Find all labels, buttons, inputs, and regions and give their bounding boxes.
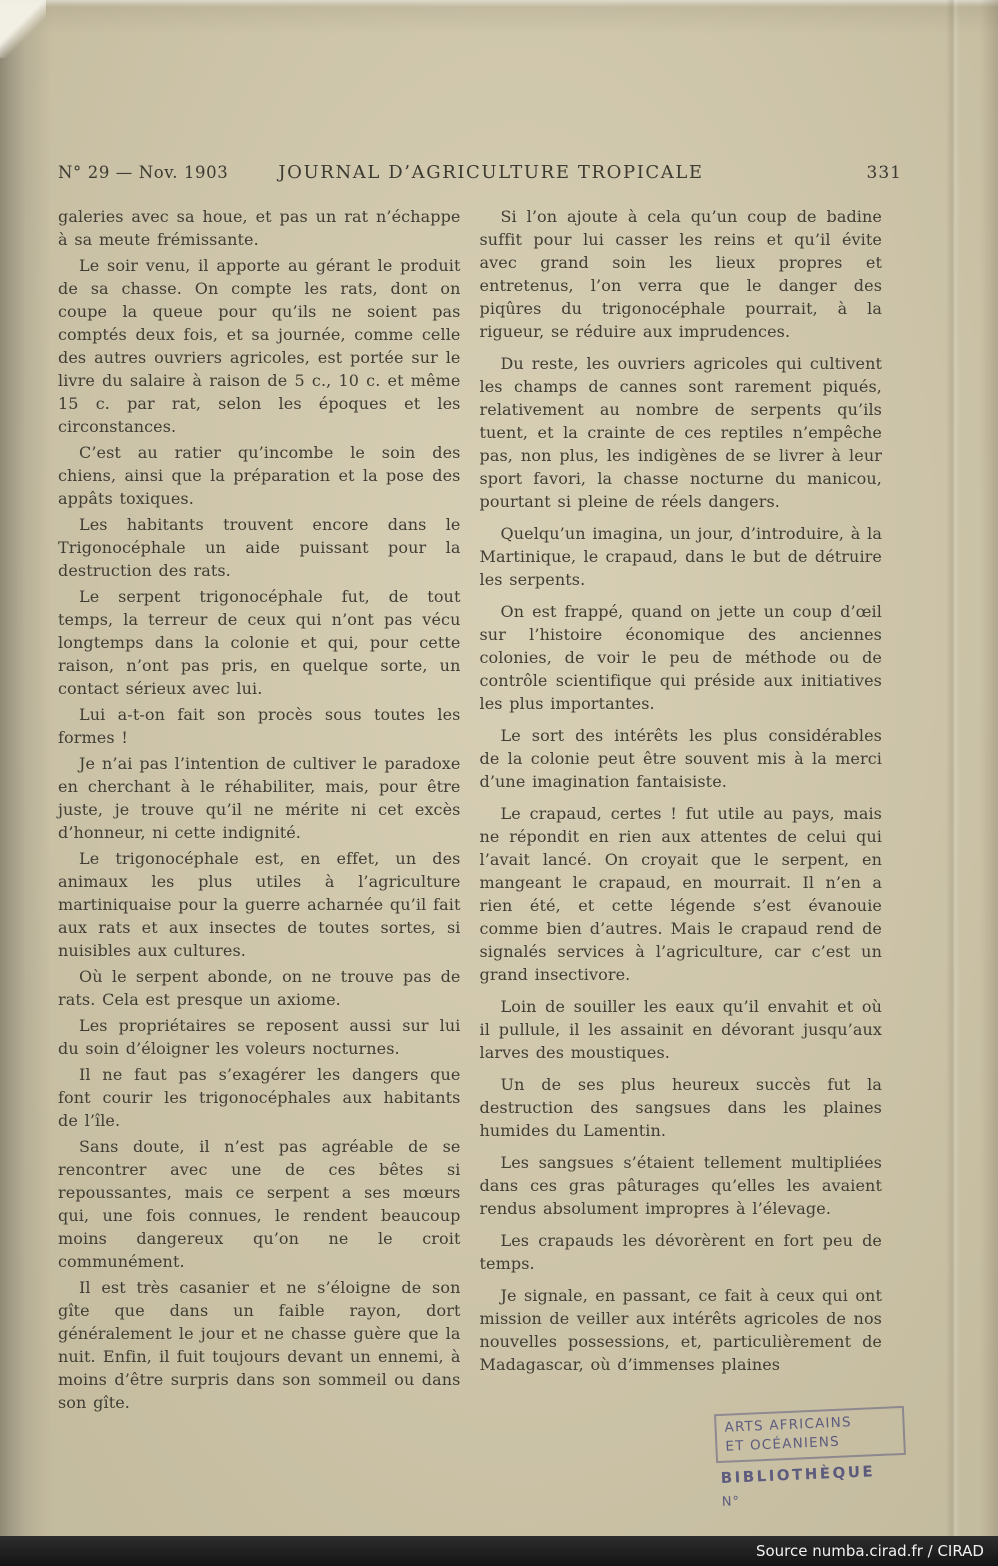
- paragraph: Le sort des intérêts les plus considérables de la colonie peut être souvent mis à la merci d’une imagination fantaisiste.: [479, 726, 882, 791]
- paragraph: Je signale, en passant, ce fait à ceux qui ont mission de veiller aux intérêts agricoles de nos nouvelles possessions, et, particulièrement de Madagascar, où d’immenses plaines: [479, 1286, 882, 1374]
- paragraph: Les sangsues s’étaient tellement multipliées dans ces gras pâturages qu’elles les avaient rendus absolument impropres à l’élevage.: [479, 1153, 882, 1218]
- stamp-line-2: ET OCÉANIENS: [725, 1433, 841, 1455]
- paragraph: On est frappé, quand on jette un coup d’œil sur l’histoire économique des anciennes colonies, de voir le peu de méthode ou de contrôle scientifique qui préside aux initiatives les plus importantes.: [479, 602, 882, 713]
- right-column: [480, 205, 883, 1417]
- paragraph: Le soir venu, il apporte au gérant le produit de sa chasse. On compte les rats, dont on coupe la queue pour qu’ils ne soient pas comptés deux fois, et sa journée, comme celle des autres ouvriers agricoles, est portée sur le livre du salaire à raison de 5 c., 10 c. et même 15 c. par rat, selon les époques et les circonstances.: [58, 256, 461, 436]
- stamp-box: [714, 1406, 906, 1463]
- page-header: [58, 162, 902, 183]
- journal-title: JOURNAL D’AGRICULTURE TROPICALE: [278, 162, 704, 183]
- paragraph: Les crapauds les dévorèrent en fort peu de temps.: [479, 1231, 882, 1273]
- paragraph: Du reste, les ouvriers agricoles qui cultivent les champs de cannes sont rarement piqués, relativement au nombre de serpents qu’ils tuent, et la crainte de ces reptiles n’empêche pas, non plus, les indigènes de se livrer à leur sport favori, la chasse nocturne du manicou, pourtant si pleine de réels dangers.: [479, 354, 882, 511]
- paragraph: Un de ses plus heureux succès fut la destruction des sangsues dans les plaines humides du Lamentin.: [479, 1075, 882, 1140]
- source-label: Source numba.cirad.fr / CIRAD: [755, 1542, 984, 1560]
- paragraph: Si l’on ajoute à cela qu’un coup de badine suffit pour lui casser les reins et qu’il évite avec grand soin les lieux propres et entretenus, l’on verra que le danger des piqûres du trigonocéphale pourrait, à la rigueur, se réduire aux imprudences.: [479, 207, 882, 341]
- paragraph: Le serpent trigonocéphale fut, de tout temps, la terreur de ceux qui n’ont pas vécu longtemps dans la colonie et qui, pour cette raison, n’ont pas pris, en quelque sorte, un contact sérieux avec lui.: [58, 587, 461, 698]
- paragraph: galeries avec sa houe, et pas un rat n’échappe à sa meute frémissante.: [58, 207, 461, 249]
- paragraph: Lui a-t-on fait son procès sous toutes les formes !: [58, 705, 461, 747]
- paragraph: C’est au ratier qu’incombe le soin des chiens, ainsi que la préparation et la pose des appâts toxiques.: [58, 443, 461, 508]
- paragraph: Il ne faut pas s’exagérer les dangers que font courir les trigonocéphales aux habitants de l’île.: [58, 1065, 461, 1130]
- scan-top-left-corner: [0, 0, 46, 58]
- paragraph: Les habitants trouvent encore dans le Trigonocéphale un aide puissant pour la destruction des rats.: [58, 515, 461, 580]
- paragraph: Les propriétaires se reposent aussi sur lui du soin d’éloigner les voleurs nocturnes.: [58, 1016, 461, 1058]
- scan-left-edge-shadow: [0, 0, 52, 1536]
- scan-right-edge-shadow: [980, 0, 998, 1536]
- paragraph: Le crapaud, certes ! fut utile au pays, mais ne répondit en rien aux attentes de celui qui l’avait lancé. On croyait que le serpent, en mangeant le crapaud, en mourrait. Il n’en a rien été, et cette légende s’est évanouie comme bien d’autres. Mais le crapaud rend de signalés services à l’agriculture, car c’est un grand insectivore.: [479, 804, 882, 984]
- source-bar: [0, 1536, 998, 1566]
- left-column: [58, 205, 461, 1417]
- paragraph: Loin de souiller les eaux qu’il envahit et où il pullule, il les assainit en dévorant jusqu’aux larves des moustiques.: [479, 997, 882, 1062]
- paragraph: Où le serpent abonde, on ne trouve pas de rats. Cela est presque un axiome.: [58, 967, 461, 1009]
- article-body: [58, 205, 882, 1417]
- stamp-line-3: BIBLIOTHÈQUE: [720, 1462, 876, 1487]
- stamp-line-4: N°: [721, 1494, 741, 1510]
- scan-top-edge: [0, 0, 998, 7]
- issue-number: N° 29 — Nov. 1903: [58, 163, 229, 182]
- stamp-line-1: ARTS AFRICAINS: [724, 1414, 853, 1436]
- page-crease: [946, 0, 960, 1536]
- page-number: 331: [866, 163, 902, 183]
- paragraph: Il est très casanier et ne s’éloigne de son gîte que dans un faible rayon, dort généralement le jour et ne chasse guère que la nuit. Enfin, il fuit toujours devant un ennemi, à moins d’être surpris dans son sommeil ou dans son gîte.: [58, 1278, 461, 1412]
- paragraph: Le trigonocéphale est, en effet, un des animaux les plus utiles à l’agriculture martiniquaise pour la guerre acharnée qu’il fait aux rats et aux insectes de toutes sortes, si nuisibles aux cultures.: [58, 849, 461, 960]
- library-stamp: [714, 1406, 908, 1510]
- paragraph: Quelqu’un imagina, un jour, d’introduire, à la Martinique, le crapaud, dans le but de détruire les serpents.: [479, 524, 882, 589]
- paragraph: Je n’ai pas l’intention de cultiver le paradoxe en cherchant à le réhabiliter, mais, pour être juste, je trouve qu’il ne mérite ni cet excès d’honneur, ni cette indignité.: [58, 754, 461, 842]
- paragraph: Sans doute, il n’est pas agréable de se rencontrer avec une de ces bêtes si repoussantes, mais ce serpent a ses mœurs qui, une fois connues, le rendent beaucoup moins dangereux qu’on ne le croit communément.: [58, 1137, 461, 1271]
